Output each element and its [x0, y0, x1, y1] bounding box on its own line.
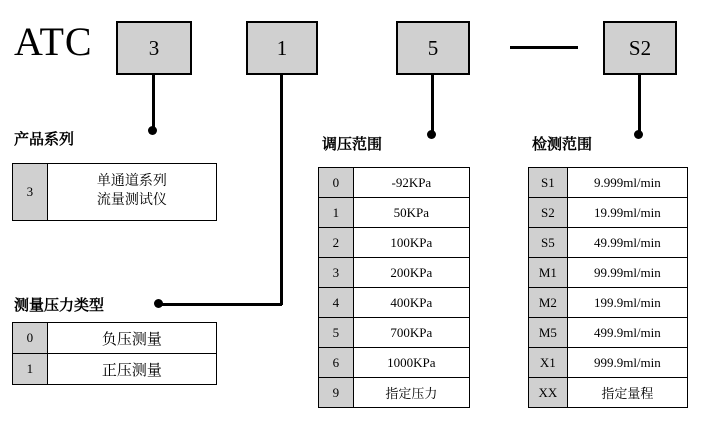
connector-range-vertical: [431, 75, 434, 133]
connector-ptype-dot: [154, 299, 163, 308]
cell-value: 400KPa: [353, 288, 469, 318]
table-pressure-range: [318, 167, 470, 408]
table-row: [13, 354, 217, 385]
cell-key: 9: [319, 378, 354, 408]
cell-value: 100KPa: [353, 228, 469, 258]
cell-key: S5: [529, 228, 568, 258]
heading-pressure-range: 调压范围: [322, 137, 383, 153]
table-row: [529, 318, 688, 348]
cell-value: 1000KPa: [353, 348, 469, 378]
cell-key: 3: [319, 258, 354, 288]
cell-value: 200KPa: [353, 258, 469, 288]
connector-series-vertical: [152, 75, 155, 129]
cell-key: X1: [529, 348, 568, 378]
cell-key: M2: [529, 288, 568, 318]
cell-value: 负压测量: [47, 323, 216, 354]
code-box-pressure-type: 1: [246, 21, 318, 75]
cell-value: 499.9ml/min: [567, 318, 687, 348]
cell-key: 4: [319, 288, 354, 318]
cell-key: 1: [319, 198, 354, 228]
connector-detect-vertical: [638, 75, 641, 133]
table-row: [13, 164, 217, 221]
table-row: [319, 348, 470, 378]
table-pressure-type: [12, 322, 217, 385]
cell-key: 0: [319, 168, 354, 198]
cell-value: 指定压力: [353, 378, 469, 408]
cell-value: 50KPa: [353, 198, 469, 228]
cell-key: S2: [529, 198, 568, 228]
cell-key: 0: [13, 323, 48, 354]
cell-value: -92KPa: [353, 168, 469, 198]
cell-key: XX: [529, 378, 568, 408]
cell-key: M5: [529, 318, 568, 348]
table-row: [529, 228, 688, 258]
table-row: [319, 318, 470, 348]
table-row: [319, 258, 470, 288]
cell-key: 1: [13, 354, 48, 385]
cell-value: 9.999ml/min: [567, 168, 687, 198]
cell-key: 3: [13, 164, 48, 221]
code-box-detection-range: S2: [603, 21, 677, 75]
connector-detect-dot: [634, 130, 643, 139]
cell-value-line1: 单通道系列: [96, 174, 167, 190]
cell-value: 19.99ml/min: [567, 198, 687, 228]
cell-key: M1: [529, 258, 568, 288]
table-row: [13, 323, 217, 354]
cell-value: 999.9ml/min: [567, 348, 687, 378]
heading-detection-range: 检测范围: [532, 137, 593, 153]
cell-key: 2: [319, 228, 354, 258]
table-row: [529, 198, 688, 228]
connector-ptype-horizontal: [158, 303, 282, 306]
cell-value-line2: 流量测试仪: [96, 193, 167, 208]
table-row: [529, 168, 688, 198]
code-box-pressure-range: 5: [396, 21, 470, 75]
table-row: [529, 348, 688, 378]
cell-value: 199.9ml/min: [567, 288, 687, 318]
cell-value: 指定量程: [567, 378, 687, 408]
table-product-series: [12, 163, 217, 221]
cell-value: [47, 164, 216, 221]
heading-product-series: 产品系列: [14, 132, 75, 148]
cell-value: 正压测量: [47, 354, 216, 385]
connector-range-dot: [427, 130, 436, 139]
cell-key: 5: [319, 318, 354, 348]
table-row: [319, 168, 470, 198]
table-detection-range: [528, 167, 688, 408]
cell-value: 99.99ml/min: [567, 258, 687, 288]
table-row: [529, 288, 688, 318]
cell-key: 6: [319, 348, 354, 378]
heading-pressure-type: 测量压力类型: [14, 298, 105, 314]
cell-key: S1: [529, 168, 568, 198]
table-row: [319, 228, 470, 258]
connector-series-dot: [148, 126, 157, 135]
cell-value: 49.99ml/min: [567, 228, 687, 258]
table-row: [319, 198, 470, 228]
table-row: [529, 378, 688, 408]
code-box-series: 3: [116, 21, 192, 75]
table-row: [319, 378, 470, 408]
table-row: [319, 288, 470, 318]
model-prefix-label: ATC: [14, 19, 93, 64]
connector-ptype-vertical: [280, 75, 283, 305]
table-row: [529, 258, 688, 288]
model-separator-dash: [510, 46, 578, 49]
cell-value: 700KPa: [353, 318, 469, 348]
